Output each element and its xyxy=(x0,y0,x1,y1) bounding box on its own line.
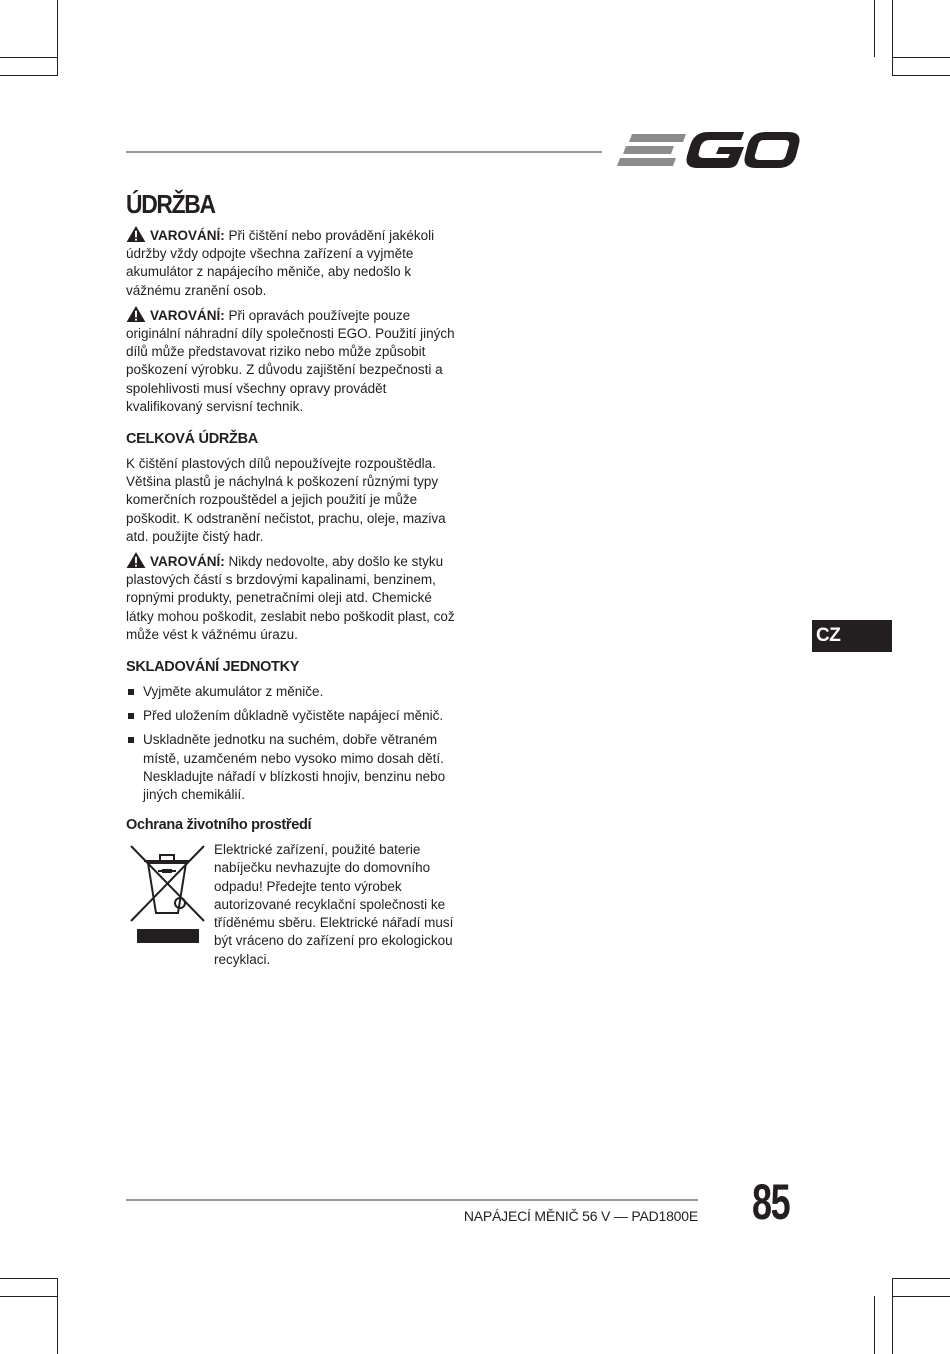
warning-text: Při opravách používejte pouze originální náhradní díly společnosti EGO. Použití jiných dílů může představovat riziko nebo může způsobit poškození výrobku. Z důvodu zajištění bezpečnosti a spolehlivosti musí všechny opravy provádět kvalifikovaný servisní technik. xyxy=(126,307,455,414)
section-heading-environment: Ochrana životního prostředí xyxy=(126,817,312,834)
ego-logo xyxy=(616,128,800,172)
warning-icon xyxy=(126,552,146,568)
footer-product: NAPÁJECÍ MĚNIČ 56 V — PAD1800E xyxy=(463,1208,698,1224)
crop-mark xyxy=(0,1278,57,1279)
crop-mark xyxy=(874,0,875,57)
storage-list xyxy=(126,683,456,804)
list-item xyxy=(126,707,456,725)
warning-label: VAROVÁNÍ: xyxy=(150,554,225,570)
crop-mark xyxy=(0,1296,57,1297)
weee-bin-icon xyxy=(126,841,210,951)
crop-mark xyxy=(0,75,57,76)
crop-mark xyxy=(892,1296,950,1297)
bullet-icon xyxy=(128,689,134,695)
crop-mark xyxy=(57,1278,58,1354)
crop-mark xyxy=(57,0,58,76)
warning-text: Při čištění nebo provádění jakékoli údržby vždy odpojte všechna zařízení a vyjměte akumulátor z napájecího měniče, aby nedošlo k vážnému zranění osob. xyxy=(126,228,435,298)
crop-mark xyxy=(874,1296,875,1354)
list-item-text: Uskladněte jednotku na suchém, dobře větraném místě, uzamčeném nebo vysoko mimo dosah dětí. Neskladujte nářadí v blízkosti hnojiv, benzinu nebo jiných chemikálií. xyxy=(143,732,446,803)
warning-paragraph xyxy=(126,306,456,416)
environment-block xyxy=(126,841,456,968)
main-content xyxy=(126,188,456,969)
section-heading-general: CELKOVÁ ÚDRŽBA xyxy=(126,431,258,448)
header-rule xyxy=(126,151,602,153)
warning-label: VAROVÁNÍ: xyxy=(150,307,225,323)
list-item xyxy=(126,683,456,701)
section-heading-storage: SKLADOVÁNÍ JEDNOTKY xyxy=(126,659,300,676)
list-item-text: Vyjměte akumulátor z měniče. xyxy=(143,684,324,700)
crop-mark xyxy=(892,1278,893,1354)
warning-paragraph xyxy=(126,226,456,300)
warning-label: VAROVÁNÍ: xyxy=(150,228,225,243)
page-number: 85 xyxy=(752,1174,790,1230)
crop-mark xyxy=(892,1278,950,1279)
list-item-text: Před uložením důkladně vyčistěte napájecí měnič. xyxy=(143,708,444,724)
crop-mark xyxy=(0,57,57,58)
crop-mark xyxy=(892,0,893,76)
warning-paragraph xyxy=(126,552,456,644)
page-title: ÚDRŽBA xyxy=(126,189,215,219)
footer-rule xyxy=(126,1199,698,1201)
list-item xyxy=(126,731,456,804)
general-paragraph: K čištění plastových dílů nepoužívejte rozpouštědla. Většina plastů je náchylná k poškození různými typy komerčních rozpouštědel a jejich použití je může poškodit. K odstranění nečistot, prachu, oleje, maziva atd. použijte čistý hadr. xyxy=(126,456,446,544)
bullet-icon xyxy=(128,713,134,719)
environment-text: Elektrické zařízení, použité baterie nabíječku nevhazujte do domovního odpadu! Předejte tento výrobek autorizované recyklační společnosti ke tříděnému sběru. Elektrické nářadí musí být vráceno do zařízení pro ekologickou recyklaci. xyxy=(214,842,454,967)
warning-icon xyxy=(126,306,146,322)
warning-icon xyxy=(126,226,146,242)
bullet-icon xyxy=(128,737,134,743)
crop-mark xyxy=(892,57,950,58)
warning-text: Nikdy nedovolte, aby došlo ke styku plastových částí s brzdovými kapalinami, benzinem, ropnými produkty, penetračními oleji atd. Chemické látky mohou poškodit, zeslabit nebo poškodit plast, což může vést k vážnému úrazu. xyxy=(126,554,455,642)
crop-mark xyxy=(892,75,950,76)
language-tab: CZ xyxy=(812,620,892,652)
